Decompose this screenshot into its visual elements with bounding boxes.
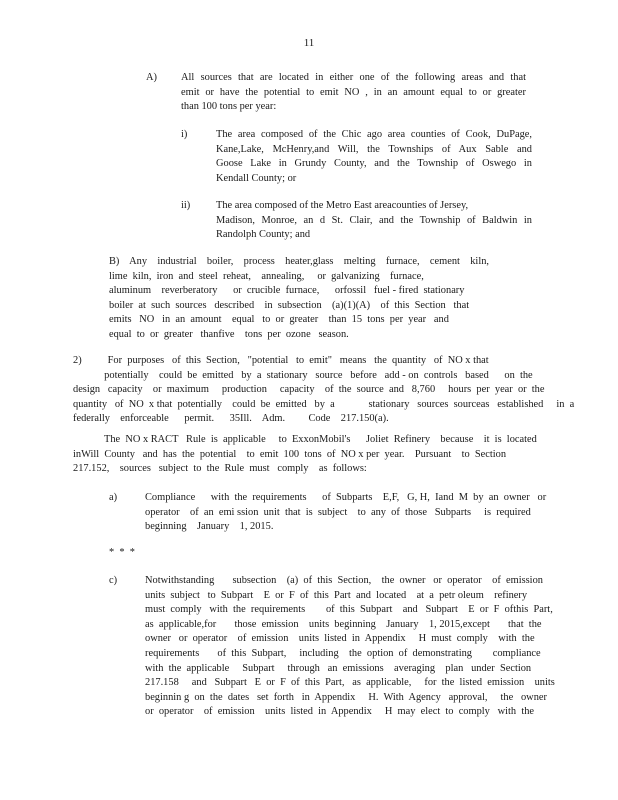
item-c-text [145, 574, 555, 720]
item-a-label: A) [146, 72, 157, 83]
text-line: potentially could be emitted by a stationary source before add - on controls based on the [73, 369, 533, 381]
text-line: B) Any industrial boiler, process heater,glass melting furnace, cement kiln, [109, 256, 489, 267]
text-line: emits NO in an amount equal to or greater than 15 tons per year and [109, 314, 449, 326]
text-line: Notwithstanding subsection (a) of this Section, the owner or operator of emission [145, 575, 543, 586]
subitem-ii-text [216, 199, 532, 243]
text-line: 2) For purposes of this Section, "potential to emit" means the quantity of NO x that [73, 355, 489, 366]
text-line: lime kiln, iron and steel reheat, annealing, or galvanizing furnace, [109, 270, 424, 282]
text-line: equal to or greater thanfive tons per ozone season. [109, 328, 349, 340]
item-a-lower-label: a) [109, 492, 118, 503]
ellipsis-marker: * * * [109, 547, 135, 558]
text-line: or operator of emission units listed in Appendix H may elect to comply with the [145, 706, 535, 718]
text-line: as applicable,for those emission units beginning January 1, 2015,except that the [145, 618, 542, 630]
paragraph-2 [73, 354, 575, 427]
text-line: Randolph County; and [216, 229, 311, 241]
item-b [109, 255, 489, 343]
paragraph-nox-ract [73, 433, 536, 477]
text-line: The area composed of the Metro East areacounties of Jersey, [216, 200, 469, 211]
subitem-ii-label: ii) [181, 200, 191, 211]
text-line: Madison, Monroe, an d St. Clair, and the Township of Baldwin in [216, 214, 532, 226]
text-line: must comply with the requirements of this Subpart and Subpart E or F ofthis Part, [145, 604, 553, 616]
text-line: federally enforceable permit. 35Ill. Adm. Code 217.150(a). [73, 413, 389, 425]
text-line: 217.152, sources subject to the Rule must comply as follows: [73, 463, 367, 475]
text-line: 217.158 and Subpart E or F of this Part, as applicable, for the listed emission units [145, 677, 555, 689]
text-line: requirements of this Subpart, including the option of demonstrating compliance [145, 647, 541, 659]
text-line: beginning January 1, 2015. [145, 521, 274, 533]
text-line: Goose Lake in Grundy County, and the Township of Oswego in [216, 158, 532, 170]
text-line: emit or have the potential to emit NO , in an amount equal to or greater [181, 86, 526, 98]
text-line: quantity of NO x that potentially could be emitted by a stationary sources sourceas established in a [73, 398, 575, 410]
text-line: design capacity or maximum production capacity of the source and 8,760 hours per year or the [73, 384, 545, 396]
text-line: inWill County and has the potential to emit 100 tons of NO x per year. Pursuant to Section [73, 448, 507, 460]
text-line: Kane,Lake, McHenry,and Will, the Townships of Aux Sable and [216, 143, 532, 155]
text-line: Compliance with the requirements of Subparts E,F, G, H, Iand M by an owner or [145, 492, 547, 503]
text-line: owner or operator of emission units listed in Appendix H must comply with the [145, 633, 535, 645]
text-line: All sources that are located in either one of the following areas and that [181, 72, 526, 83]
text-line: aluminum reverberatory or crucible furnace, orfossil fuel - fired stationary [109, 285, 465, 297]
subitem-i-text [216, 128, 532, 186]
item-c-label: c) [109, 575, 118, 586]
subitem-i-label: i) [181, 129, 188, 140]
text-line: with the applicable Subpart through an emissions averaging plan under Section [145, 662, 532, 674]
text-line: than 100 tons per year: [181, 101, 277, 113]
text-line: The area composed of the Chic ago area counties of Cook, DuPage, [216, 129, 532, 140]
text-line: Kendall County; or [216, 172, 297, 184]
text-line: units subject to Subpart E or F of this Part and located at a petr oleum refinery [145, 589, 528, 601]
item-a-text [181, 71, 526, 115]
text-line: The NO x RACT Rule is applicable to ExxonMobil's Joliet Refinery because it is located [73, 434, 537, 445]
text-line: operator of an emi ssion unit that is subject to any of those Subparts is required [145, 506, 531, 518]
text-line: beginnin g on the dates set forth in Appendix H. With Agency approval, the owner [145, 691, 547, 703]
item-a-lower-text [145, 491, 547, 535]
page-number: 11 [303, 37, 315, 49]
text-line: boiler at such sources described in subsection (a)(1)(A) of this Section that [109, 299, 470, 311]
